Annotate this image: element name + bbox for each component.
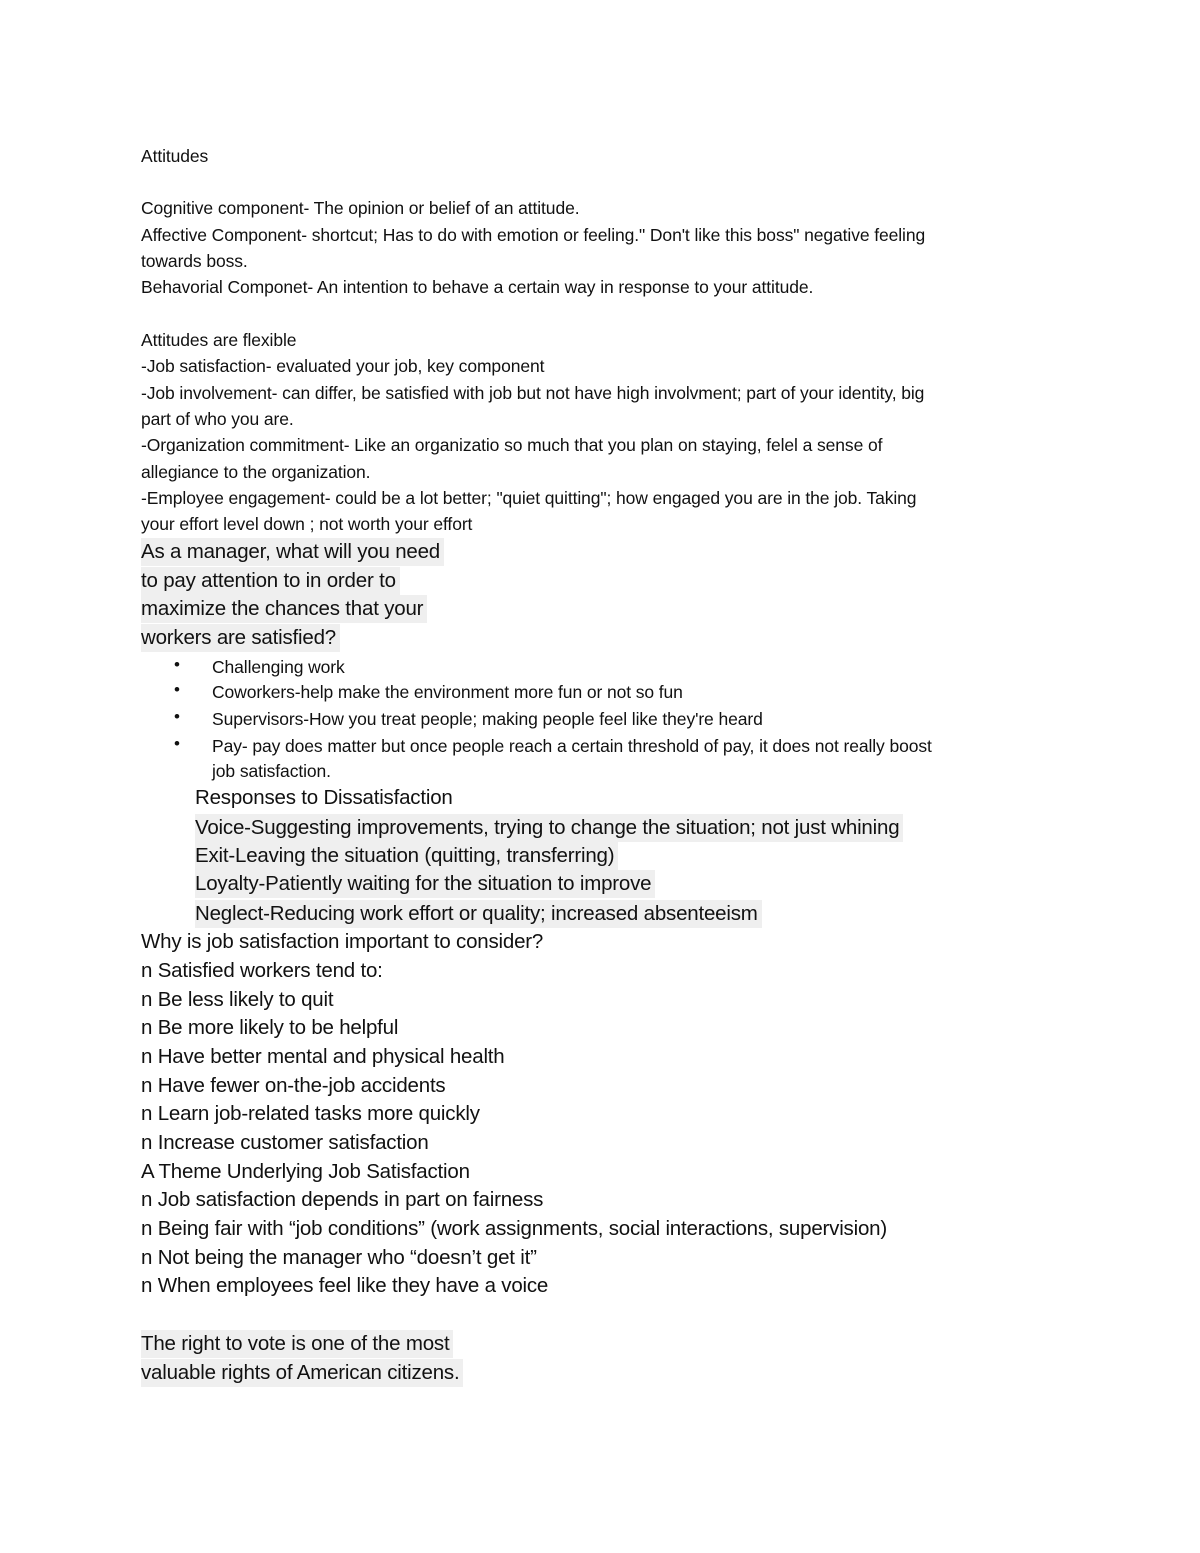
theme-line: n When employees feel like they have a voice <box>141 1274 549 1297</box>
bullet-icon: • <box>174 680 180 699</box>
bullet-item: Coworkers-help make the environment more fun or not so fun <box>212 682 683 702</box>
vote-line <box>141 1363 463 1384</box>
bullet-item: Supervisors-How you treat people; making people feel like they're heard <box>212 709 763 729</box>
importance-heading: Why is job satisfaction important to consider? <box>141 930 544 953</box>
flexible-heading: Attitudes are flexible <box>141 330 297 350</box>
importance-line: n Increase customer satisfaction <box>141 1131 429 1154</box>
manager-question-line <box>141 571 400 592</box>
theme-line: n Not being the manager who “doesn’t get it” <box>141 1246 537 1269</box>
highlighted-text: The right to vote is one of the most <box>141 1330 453 1358</box>
theme-heading: A Theme Underlying Job Satisfaction <box>141 1160 470 1183</box>
job-involvement-line: -Job involvement- can differ, be satisfied with job but not have high involvment; part of your identity, big <box>141 383 925 403</box>
response-item-line <box>195 818 903 839</box>
highlighted-text: Voice-Suggesting improvements, trying to change the situation; not just whining <box>195 814 903 842</box>
highlighted-text: workers are satisfied? <box>141 624 340 652</box>
importance-line: n Be more likely to be helpful <box>141 1016 399 1039</box>
vote-line <box>141 1334 453 1355</box>
importance-line: n Satisfied workers tend to: <box>141 959 383 982</box>
bullet-item: Pay- pay does matter but once people reach a certain threshold of pay, it does not really boost <box>212 736 932 756</box>
document-title: Attitudes <box>141 146 209 166</box>
organization-commitment-line: -Organization commitment- Like an organizatio so much that you plan on staying, felel a sense of <box>141 435 883 455</box>
highlighted-text: to pay attention to in order to <box>141 567 400 595</box>
bullet-item: Challenging work <box>212 657 345 677</box>
theme-line: n Job satisfaction depends in part on fairness <box>141 1188 544 1211</box>
response-item-line <box>195 874 655 895</box>
job-satisfaction-line: -Job satisfaction- evaluated your job, key component <box>141 356 545 376</box>
importance-line: n Have fewer on-the-job accidents <box>141 1074 446 1097</box>
highlighted-text: As a manager, what will you need <box>141 538 444 566</box>
highlighted-text: Neglect-Reducing work effort or quality; increased absenteeism <box>195 900 762 928</box>
behavioral-component-line: Behavorial Componet- An intention to behave a certain way in response to your attitude. <box>141 277 814 297</box>
employee-engagement-continuation: your effort level down ; not worth your effort <box>141 514 473 534</box>
highlighted-text: Loyalty-Patiently waiting for the situation to improve <box>195 870 655 898</box>
highlighted-text: Exit-Leaving the situation (quitting, transferring) <box>195 842 618 870</box>
cognitive-component-line: Cognitive component- The opinion or belief of an attitude. <box>141 198 580 218</box>
employee-engagement-line: -Employee engagement- could be a lot better; "quiet quitting"; how engaged you are in the job. Taking <box>141 488 917 508</box>
importance-line: n Learn job-related tasks more quickly <box>141 1102 480 1125</box>
response-item-line <box>195 904 762 925</box>
affective-component-line: Affective Component- shortcut; Has to do with emotion or feeling." Don't like this boss" negative feeling <box>141 225 926 245</box>
bullet-item-continuation: job satisfaction. <box>212 761 331 781</box>
manager-question-line <box>141 628 340 649</box>
affective-component-continuation: towards boss. <box>141 251 248 271</box>
importance-line: n Be less likely to quit <box>141 988 334 1011</box>
highlighted-text: valuable rights of American citizens. <box>141 1359 463 1387</box>
responses-heading: Responses to Dissatisfaction <box>195 786 453 809</box>
highlighted-text: maximize the chances that your <box>141 595 427 623</box>
manager-question-line <box>141 542 444 563</box>
bullet-icon: • <box>174 655 180 674</box>
bullet-icon: • <box>174 707 180 726</box>
bullet-icon: • <box>174 734 180 753</box>
manager-question-line <box>141 599 427 620</box>
importance-line: n Have better mental and physical health <box>141 1045 505 1068</box>
theme-line: n Being fair with “job conditions” (work assignments, social interactions, supervision) <box>141 1217 887 1240</box>
job-involvement-continuation: part of who you are. <box>141 409 294 429</box>
organization-commitment-continuation: allegiance to the organization. <box>141 462 371 482</box>
response-item-line <box>195 846 618 867</box>
